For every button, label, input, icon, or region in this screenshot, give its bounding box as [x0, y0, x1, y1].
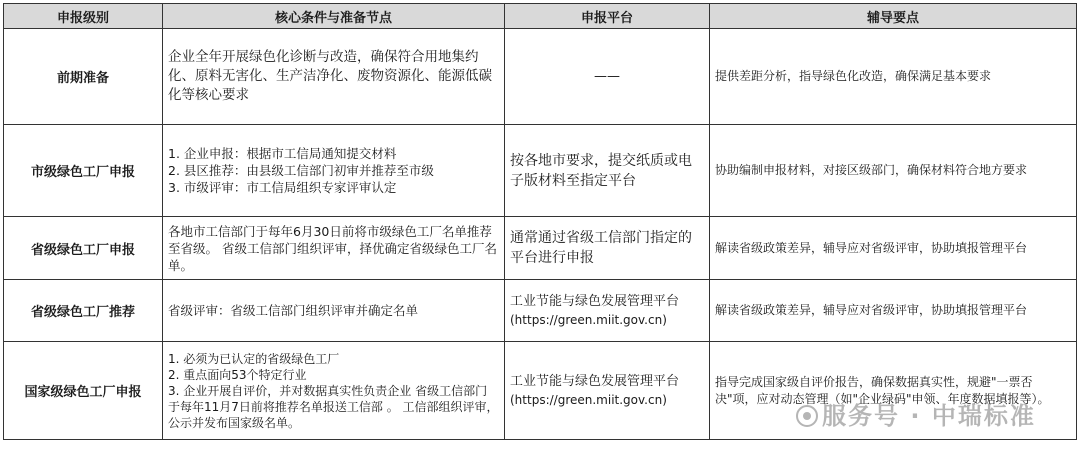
- table-row: [4, 125, 1077, 217]
- tips-cell: 解读省级政策差异，辅导应对省级评审，协助填报管理平台: [710, 280, 1077, 342]
- wechat-service-icon: [796, 405, 818, 427]
- level-cell: 国家级绿色工厂申报: [4, 342, 163, 440]
- conditions-cell: 省级评审：省级工信部门组织评审并确定名单: [163, 280, 505, 342]
- condition-text: 各地市工信部门于每年6月30日前将市级绿色工厂名单推荐至省级。 省级工信部门组织评审，择优确定省级绿色工厂名单。: [168, 223, 497, 273]
- header-row: [4, 4, 1077, 29]
- conditions-cell: [163, 217, 505, 280]
- level-cell: 省级绿色工厂申报: [4, 217, 163, 280]
- platform-url: (https://green.miit.gov.cn): [510, 392, 667, 407]
- watermark-text: 服务号 · 中瑞标准: [822, 402, 1036, 430]
- table-row: [4, 280, 1077, 342]
- condition-item: 1. 必须为已认定的省级绿色工厂: [168, 351, 340, 366]
- conditions-cell: [163, 29, 505, 125]
- tips-cell: 指导完成国家级自评价报告，确保数据真实性，规避"一票否决"项，应对动态管理（如"企业绿码"申领、年度数据填报等）。: [710, 342, 1077, 440]
- platform-url: (https://green.miit.gov.cn): [510, 312, 667, 327]
- header-conditions: 核心条件与准备节点: [163, 4, 505, 29]
- platform-text: 按各地市要求，提交纸质或电子版材料至指定平台: [510, 152, 692, 189]
- level-cell: 前期准备: [4, 29, 163, 125]
- condition-item: 2. 县区推荐：由县级工信部门初审并推荐至市级: [168, 163, 434, 178]
- table-row: [4, 29, 1077, 125]
- watermark: [796, 396, 1036, 431]
- platform-cell: [505, 125, 710, 217]
- green-factory-table: [3, 3, 1077, 440]
- header-level: 申报级别: [4, 4, 163, 29]
- tips-cell: 解读省级政策差异，辅导应对省级评审，协助填报管理平台: [710, 217, 1077, 280]
- platform-cell: [505, 29, 710, 125]
- platform-text: 通常通过省级工信部门指定的平台进行申报: [510, 230, 692, 266]
- level-cell: 省级绿色工厂推荐: [4, 280, 163, 342]
- platform-cell: [505, 280, 710, 342]
- header-tips: 辅导要点: [710, 4, 1077, 29]
- table-row: [4, 217, 1077, 280]
- conditions-cell: [163, 342, 505, 440]
- platform-cell: [505, 342, 710, 440]
- condition-item: 2. 重点面向53个特定行业: [168, 367, 307, 382]
- tips-cell: 协助编制申报材料，对接区级部门，确保材料符合地方要求: [710, 125, 1077, 217]
- platform-text: ——: [594, 69, 620, 84]
- condition-item: 1. 企业申报：根据市工信局通知提交材料: [168, 146, 397, 161]
- tips-cell: 提供差距分析，指导绿色化改造，确保满足基本要求: [710, 29, 1077, 125]
- condition-item: 3. 市级评审：市工信局组织专家评审认定: [168, 180, 397, 195]
- conditions-cell: [163, 125, 505, 217]
- platform-name: 工业节能与绿色发展管理平台: [510, 373, 680, 389]
- condition-text: 企业全年开展绿色化诊断与改造，确保符合用地集约化、原料无害化、生产洁净化、废物资源化、能源低碳化等核心要求: [168, 49, 492, 103]
- platform-name: 工业节能与绿色发展管理平台: [510, 293, 680, 309]
- condition-item: 3. 企业开展自评价，并对数据真实性负责企业 省级工信部门于每年11月7日前将推荐名单报送工信部 。 工信部组织评审，公示并发布国家级名单。: [168, 383, 499, 430]
- header-platform: 申报平台: [505, 4, 710, 29]
- level-cell: 市级绿色工厂申报: [4, 125, 163, 217]
- platform-cell: [505, 217, 710, 280]
